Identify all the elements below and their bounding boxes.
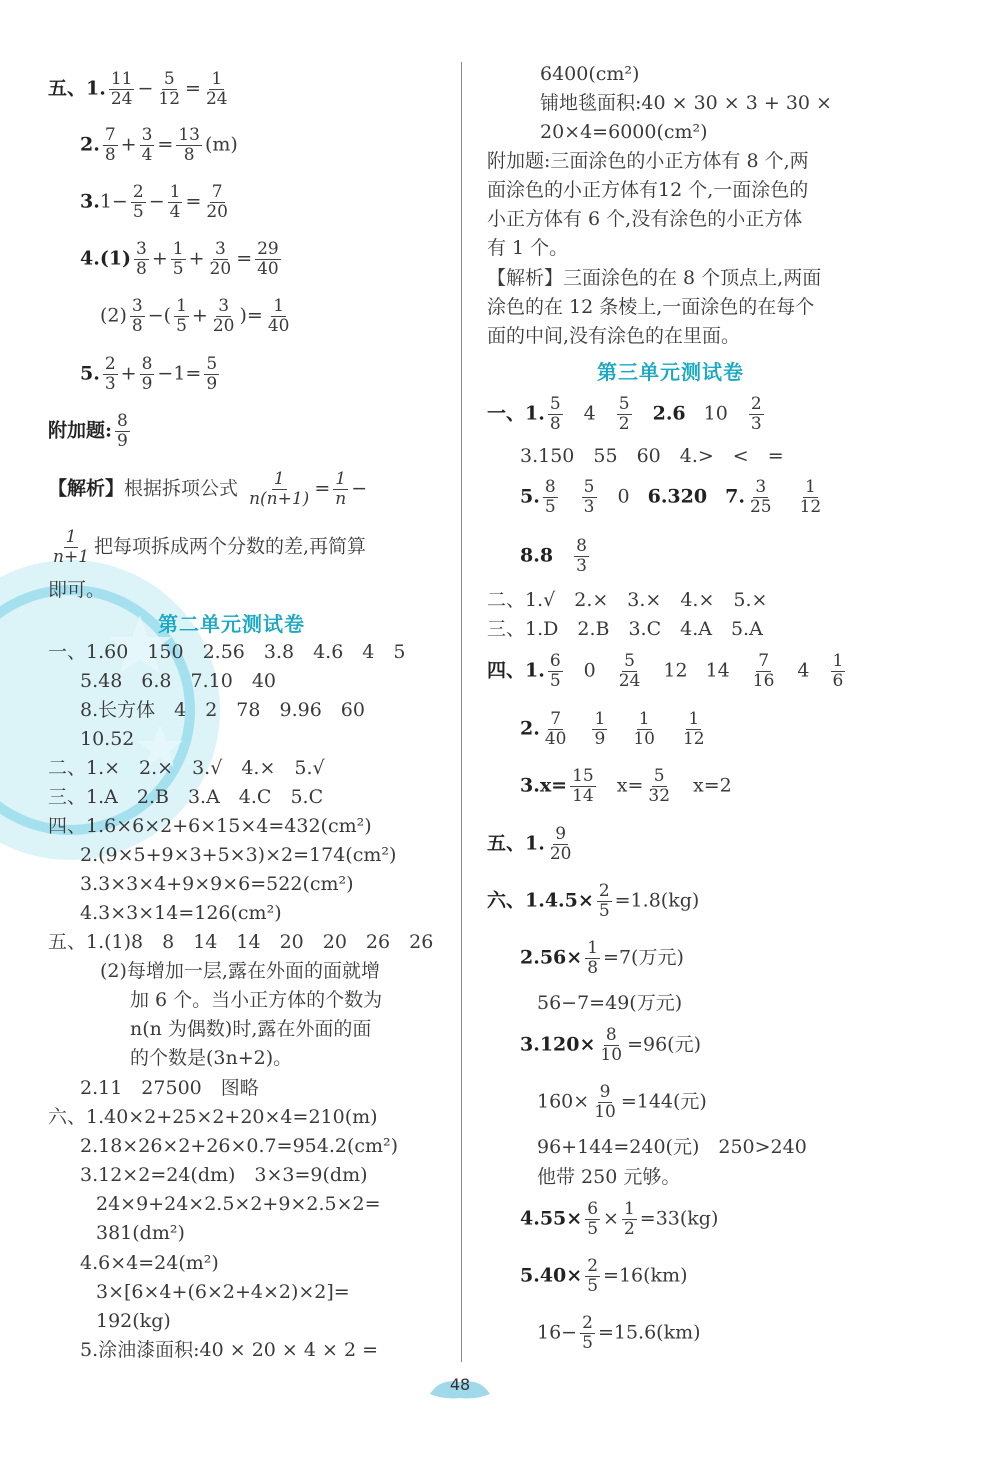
u3-si3: 3.x= $\frac{15}{14}$ x= $\frac{5}{32}$ x=2	[520, 766, 732, 806]
u2-liu1: 六、1.40×2+25×2+20×4=210(m)	[48, 1106, 378, 1128]
left-wu-q3: 3.1− $\frac{2}{5}$ − $\frac{1}{4}$ = $\frac{7}{20}$	[80, 182, 228, 222]
unit2-title: 第二单元测试卷	[158, 612, 305, 636]
u2-yi1: 一、1.60 150 2.56 3.8 4.6 4 5	[48, 641, 406, 663]
left-analysis-line1: 【解析】根据拆项公式 $\frac{1}{n(n+1)}$ = $\frac{1}{n}$ −	[48, 469, 368, 509]
u2-yi4: 10.52	[80, 728, 135, 750]
u3-liu3b: 160× $\frac{9}{10}$ =144(元)	[537, 1082, 707, 1122]
u3-yi3: 3.150 55 60 4.> < =	[520, 445, 784, 467]
u3-liu1: 六、1.4.5× $\frac{2}{5}$ =1.8(kg)	[487, 881, 700, 921]
u3-liu2b: 56−7=49(万元)	[537, 992, 683, 1014]
u2-liu8: 192(kg)	[96, 1310, 171, 1332]
u2-si3: 3.3×3×4+9×9×6=522(cm²)	[80, 873, 354, 895]
right-bonus3: 小正方体有 6 个,没有涂色的小正方体	[487, 208, 803, 230]
u2-wu4: n(n 为偶数)时,露在外面的面	[130, 1018, 372, 1040]
fraction: $\frac{11}{24}$	[110, 69, 133, 109]
left-wu-q5: 5. $\frac{2}{3}$ + $\frac{8}{9}$ −1= $\frac{5}{9}$	[80, 354, 218, 394]
u2-wu3: 加 6 个。当小正方体的个数为	[130, 989, 383, 1011]
u3-liu5: 5.40× $\frac{2}{5}$ =16(km)	[520, 1256, 688, 1296]
left-wu-q2: 2. $\frac{7}{8}$ + $\frac{3}{4}$ = $\frac{13}{8}$ (m)	[80, 125, 238, 165]
u2-yi3: 8.长方体 4 2 78 9.96 60	[80, 699, 365, 721]
u2-liu7: 3×[6×4+(6×2+4×2)×2]=	[96, 1281, 350, 1303]
right-r2: 铺地毯面积:40 × 30 × 3 + 30 ×	[540, 92, 832, 114]
u2-wu1: 五、1.(1)8 8 14 14 20 20 26 26	[48, 931, 434, 953]
u3-liu3d: 他带 250 元够。	[537, 1166, 681, 1188]
right-r1: 6400(cm²)	[540, 63, 640, 85]
unit3-title: 第三单元测试卷	[597, 360, 744, 384]
right-ana2: 涂色的在 12 条棱上,一面涂色的在每个	[487, 296, 815, 318]
u3-yi8: 8.8 $\frac{8}{3}$	[520, 536, 587, 576]
u3-wu: 五、1. $\frac{9}{20}$	[487, 824, 572, 864]
u2-san: 三、1.A 2.B 3.A 4.C 5.C	[48, 786, 324, 808]
right-bonus4: 有 1 个。	[487, 237, 569, 259]
u3-er: 二、1.√ 2.× 3.× 4.× 5.×	[487, 589, 768, 611]
u2-wu6: 2.11 27500 图略	[80, 1077, 259, 1099]
left-analysis-line3: 即可。	[48, 579, 106, 601]
u2-si4: 4.3×3×14=126(cm²)	[80, 902, 282, 924]
u3-si2: 2. $\frac{7}{40}$ $\frac{1}{9}$ $\frac{1}{10}$ $\frac{1}{12}$	[520, 709, 705, 749]
left-analysis-line2: $\frac{1}{n+1}$ 把每项拆成两个分数的差,再简算	[53, 527, 367, 567]
page-number: 48	[449, 1375, 471, 1394]
u2-si2: 2.(9×5+9×3+5×3)×2=174(cm²)	[80, 844, 397, 866]
u3-yi5: 5. $\frac{8}{5}$ $\frac{5}{3}$ 0 6.320 7. $\frac{3}{25}$ $\frac{1}{12}$	[520, 477, 822, 517]
u3-liu4: 4.55× $\frac{6}{5}$ × $\frac{1}{2}$ =33(kg)	[520, 1199, 719, 1239]
u2-wu2: (2)每增加一层,露在外面的面就增	[100, 960, 380, 982]
u2-liu9: 5.涂油漆面积:40 × 20 × 4 × 2 =	[80, 1339, 379, 1361]
u3-yi1: 一、1. $\frac{5}{8}$ 4 $\frac{5}{2}$ 2.6 10 $\frac{2}{3}$	[487, 394, 762, 434]
right-ana1: 【解析】三面涂色的在 8 个顶点上,两面	[487, 267, 822, 289]
right-r3: 20×4=6000(cm²)	[540, 121, 708, 143]
fraction: $\frac{1}{24}$	[205, 69, 228, 109]
page-number-badge	[425, 1372, 495, 1402]
right-bonus2: 面涂色的小正方体有12 个,一面涂色的	[487, 179, 809, 201]
u2-wu5: 的个数是(3n+2)。	[130, 1047, 293, 1069]
u3-si1: 四、1. $\frac{6}{5}$ 0 $\frac{5}{24}$ 12 14 $\frac{7}{16}$ 4 $\frac{1}{6}$	[487, 651, 844, 691]
u2-liu2: 2.18×26×2+26×0.7=954.2(cm²)	[80, 1135, 399, 1157]
left-wu-q1: 五、1. $\frac{11}{24}$ − $\frac{5}{12}$ = $\frac{1}{24}$	[48, 69, 228, 109]
right-bonus1: 附加题:三面涂色的小正方体有 8 个,两	[487, 150, 809, 172]
u2-liu4: 24×9+24×2.5×2+9×2.5×2=	[96, 1193, 381, 1215]
right-ana3: 面的中间,没有涂色的在里面。	[487, 325, 741, 347]
u3-liu3: 3.120× $\frac{8}{10}$ =96(元)	[520, 1025, 701, 1065]
u2-liu3: 3.12×2=24(dm) 3×3=9(dm)	[80, 1164, 368, 1186]
left-wu-q4a: 4.(1) $\frac{3}{8}$ + $\frac{1}{5}$ + $\frac{3}{20}$ = $\frac{29}{40}$	[80, 239, 279, 279]
u2-si1: 四、1.6×6×2+6×15×4=432(cm²)	[48, 815, 372, 837]
u2-liu6: 4.6×4=24(m²)	[80, 1252, 219, 1274]
left-bonus: 附加题: $\frac{8}{9}$	[48, 411, 128, 451]
u3-liu2: 2.56× $\frac{1}{8}$ =7(万元)	[520, 938, 684, 978]
u3-liu5b: 16− $\frac{2}{5}$ =15.6(km)	[537, 1313, 701, 1353]
u2-liu5: 381(dm²)	[96, 1222, 185, 1244]
u2-yi2: 5.48 6.8 7.10 40	[80, 670, 277, 692]
u2-er: 二、1.× 2.× 3.√ 4.× 5.√	[48, 757, 325, 779]
column-divider	[461, 62, 462, 1362]
u3-liu3c: 96+144=240(元) 250>240	[537, 1136, 807, 1158]
u3-san: 三、1.D 2.B 3.C 4.A 5.A	[487, 618, 763, 640]
fraction: $\frac{5}{12}$	[158, 69, 181, 109]
left-wu-q4b: (2) $\frac{3}{8}$ −( $\frac{1}{5}$ + $\frac{3}{20}$ )= $\frac{1}{40}$	[100, 296, 290, 336]
